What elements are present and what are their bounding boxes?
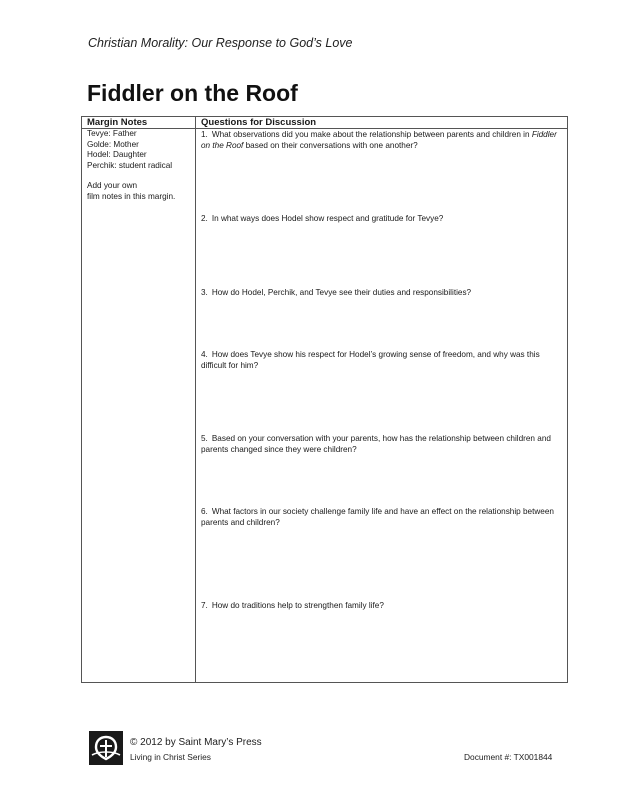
- question-number: 4.: [201, 350, 208, 359]
- question-text: What factors in our society challenge family life and have an effect on the relationship between parents and children?: [201, 507, 554, 527]
- margin-note-hodel: Hodel: Daughter: [87, 150, 147, 160]
- question-text: based on their conversations with one another?: [243, 141, 418, 150]
- film-title: Fiddler on the Roof: [201, 130, 557, 150]
- question-2: [201, 213, 563, 224]
- margin-instruction-line-2: film notes in this margin.: [87, 191, 176, 201]
- question-number: 3.: [201, 288, 208, 297]
- question-1: [201, 129, 563, 151]
- question-number: 5.: [201, 434, 208, 443]
- copyright-notice: © 2012 by Saint Mary’s Press: [130, 737, 262, 748]
- question-number: 2.: [201, 214, 208, 223]
- question-text: In what ways does Hodel show respect and gratitude for Tevye?: [211, 214, 444, 223]
- question-number: 1.: [201, 130, 208, 139]
- questions-header: Questions for Discussion: [201, 117, 317, 128]
- course-title: Christian Morality: Our Response to God’s Love: [88, 36, 353, 50]
- question-text: Based on your conversation with your parents, how has the relationship between children and parents changed since they were children?: [201, 434, 551, 454]
- question-4: [201, 349, 563, 371]
- question-number: 7.: [201, 601, 208, 610]
- document-title: Fiddler on the Roof: [87, 80, 298, 106]
- saint-marys-press-logo-icon: [89, 731, 123, 765]
- margin-notes-header: Margin Notes: [87, 117, 148, 128]
- question-3: [201, 287, 563, 298]
- margin-instruction-line-1: Add your own: [87, 181, 138, 191]
- question-text: How does Tevye show his respect for Hodel’s growing sense of freedom, and why was this difficult for him?: [201, 350, 540, 370]
- series-name: Living in Christ Series: [130, 752, 211, 762]
- margin-note-tevye: Tevye: Father: [87, 129, 137, 138]
- column-divider: [195, 117, 196, 682]
- document-number: Document #: TX001844: [464, 752, 553, 762]
- discussion-worksheet-table: [81, 116, 568, 683]
- question-text: How do Hodel, Perchik, and Tevye see their duties and responsibilities?: [211, 288, 472, 297]
- margin-note-golde: Golde: Mother: [87, 139, 139, 149]
- margin-note-perchik: Perchik: student radical: [87, 160, 173, 170]
- question-number: 6.: [201, 507, 208, 516]
- question-text: How do traditions help to strengthen family life?: [211, 601, 384, 610]
- question-6: [201, 506, 563, 528]
- margin-notes: [87, 129, 193, 203]
- question-7: [201, 600, 563, 611]
- question-5: [201, 433, 563, 455]
- question-text: What observations did you make about the relationship between parents and children in: [211, 130, 532, 139]
